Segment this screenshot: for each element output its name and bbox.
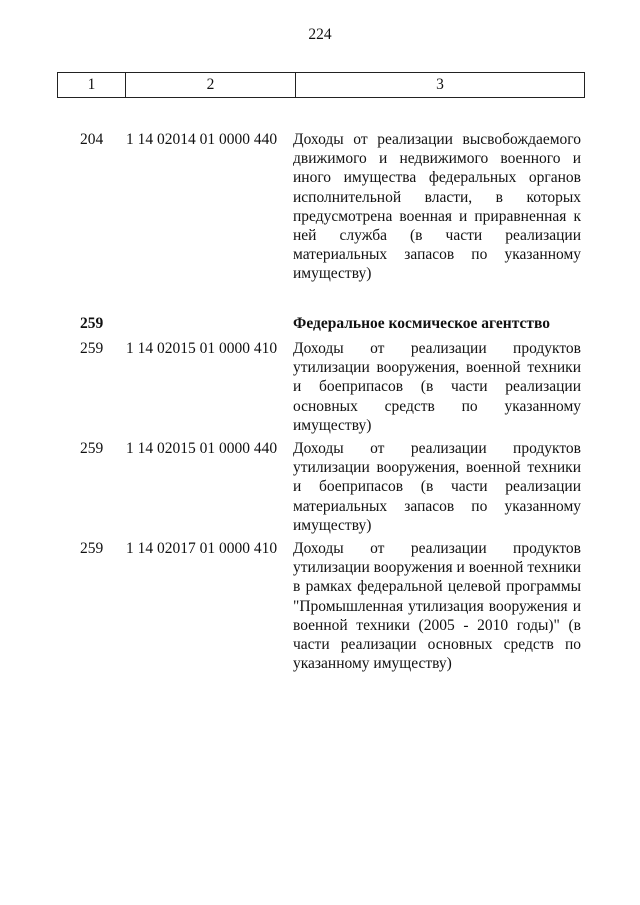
section-heading: Федеральное космическое агентство — [293, 315, 551, 332]
admin-code: 259 — [80, 340, 104, 357]
revenue-code: 1 14 02015 01 0000 440 — [126, 440, 278, 457]
admin-code: 259 — [80, 315, 104, 332]
revenue-description: Доходы от реализации продуктов утилизации вооружения, военной техники и боеприпасов (в части реализации основных средств по указанному имуществу) — [293, 340, 581, 434]
revenue-description: Доходы от реализации продуктов утилизации вооружения, военной техники и боеприпасов (в части реализации материальных запасов по указанному имуществу) — [293, 440, 581, 534]
column-header-row — [57, 72, 585, 98]
page-number: 224 — [308, 26, 332, 43]
admin-code: 259 — [80, 540, 104, 557]
revenue-description: Доходы от реализации высвобождаемого движимого и недвижимого военного и иного имущества федеральных органов исполнительной власти, в которых предусмотрена военная и приравненная к ней служба (в части реализации материальных запасов по указанному имуществу) — [293, 131, 581, 283]
revenue-code: 1 14 02017 01 0000 410 — [126, 540, 278, 557]
admin-code: 204 — [80, 131, 104, 148]
revenue-code: 1 14 02014 01 0000 440 — [126, 131, 278, 148]
column-header-1: 1 — [58, 73, 126, 97]
admin-code: 259 — [80, 440, 104, 457]
column-header-2: 2 — [126, 73, 296, 97]
revenue-code: 1 14 02015 01 0000 410 — [126, 340, 278, 357]
revenue-description: Доходы от реализации продуктов утилизации вооружения и военной техники в рамках федеральной целевой программы "Промышленная утилизация вооружения и военной техники (2005 - 2010 годы)" (в части реализации основных средств по указанному имуществу) — [293, 540, 581, 673]
column-header-3: 3 — [436, 76, 444, 93]
